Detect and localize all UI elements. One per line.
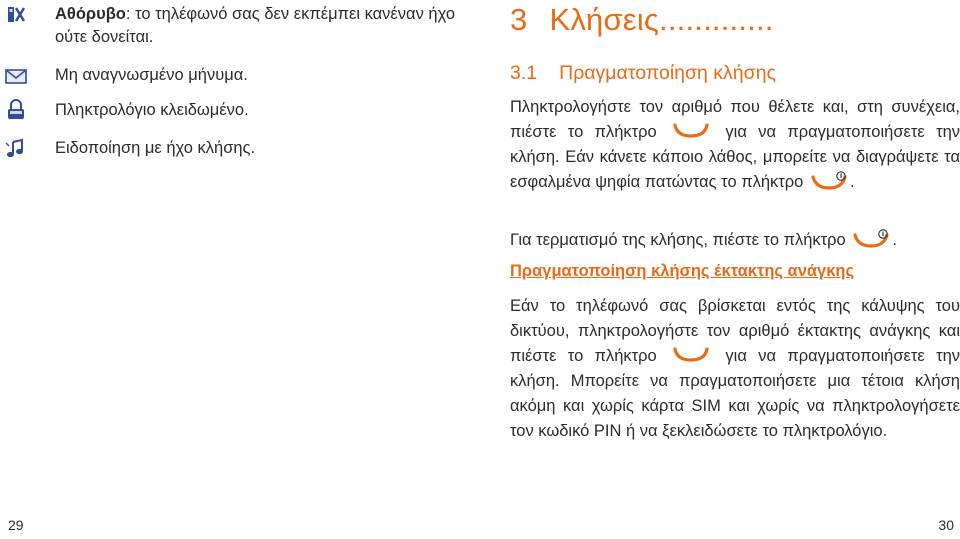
paragraph-end-call xyxy=(510,228,960,253)
section-title: Πραγματοποίηση κλήσης xyxy=(559,62,776,84)
envelope-icon xyxy=(4,66,28,88)
para1-text-c: . xyxy=(849,173,855,191)
end-key-icon xyxy=(852,228,890,248)
para1-text-b: για να πραγματοποιήσετε την κλήση. Εάν κάνετε κάποιο λάθος, μπορείτε να διαγράψετε τα εσφαλμένα ψηφία πατώντας το πλήκτρο xyxy=(510,123,960,191)
silent-mode-description xyxy=(55,3,455,49)
page-number-right: 30 xyxy=(938,517,954,533)
section-number: 3.1 xyxy=(510,62,538,84)
call-key-icon xyxy=(671,122,711,138)
para3-text-b: για να πραγματοποιήσετε την κλήση. Μπορείτε να πραγματοποιήσετε μια τέτοια κλήση ακόμη και χωρίς κάρτα SIM και χωρίς να πληκτρολογήσετε τον κωδικό PIN ή να ξεκλειδώσετε το πληκτρολόγιο. xyxy=(510,347,960,440)
ringer-icon xyxy=(4,139,28,161)
paragraph-emergency-call xyxy=(510,294,960,444)
para2-text-a: Για τερματισμό της κλήσης, πιέστε το πλήκτρο xyxy=(510,231,846,249)
silent-mode-text: : το τηλέφωνό σας δεν εκπέμπει κανέναν ήχο ούτε δονείται. xyxy=(55,5,455,46)
emergency-call-heading: Πραγματοποίηση κλήσης έκτακτης ανάγκης xyxy=(510,262,855,280)
ringer-alert-text: Ειδοποίηση με ήχο κλήσης. xyxy=(55,139,256,157)
para1-text-a: Πληκτρολογήστε τον αριθμό που θέλετε και, στη συνέχεια, πιέστε το πλήκτρο xyxy=(510,98,960,141)
emergency-call-key-icon xyxy=(671,346,711,362)
silent-mode-label: Αθόρυβο xyxy=(55,5,126,23)
section-heading xyxy=(510,62,776,85)
silent-mode-icon xyxy=(4,4,28,26)
keypad-locked-text: Πληκτρολόγιο κλειδωμένο. xyxy=(55,101,249,119)
chapter-heading xyxy=(510,2,774,38)
clear-key-icon xyxy=(810,170,848,190)
lock-icon xyxy=(4,99,28,121)
page-number-left: 29 xyxy=(8,517,24,533)
chapter-title: Κλήσεις............. xyxy=(549,2,774,37)
unread-message-text: Μη αναγνωσμένο μήνυμα. xyxy=(55,66,248,84)
right-page xyxy=(480,0,960,539)
chapter-number: 3 xyxy=(510,2,528,37)
paragraph-make-call xyxy=(510,95,960,195)
para2-text-b: . xyxy=(892,231,897,249)
para3-text-a: Εάν το τηλέφωνό σας βρίσκεται εντός της κάλυψης του δικτύου, πληκτρολογήστε τον αριθμό έκτακτης ανάγκης και πιέστε το πλήκτρο xyxy=(510,297,960,365)
